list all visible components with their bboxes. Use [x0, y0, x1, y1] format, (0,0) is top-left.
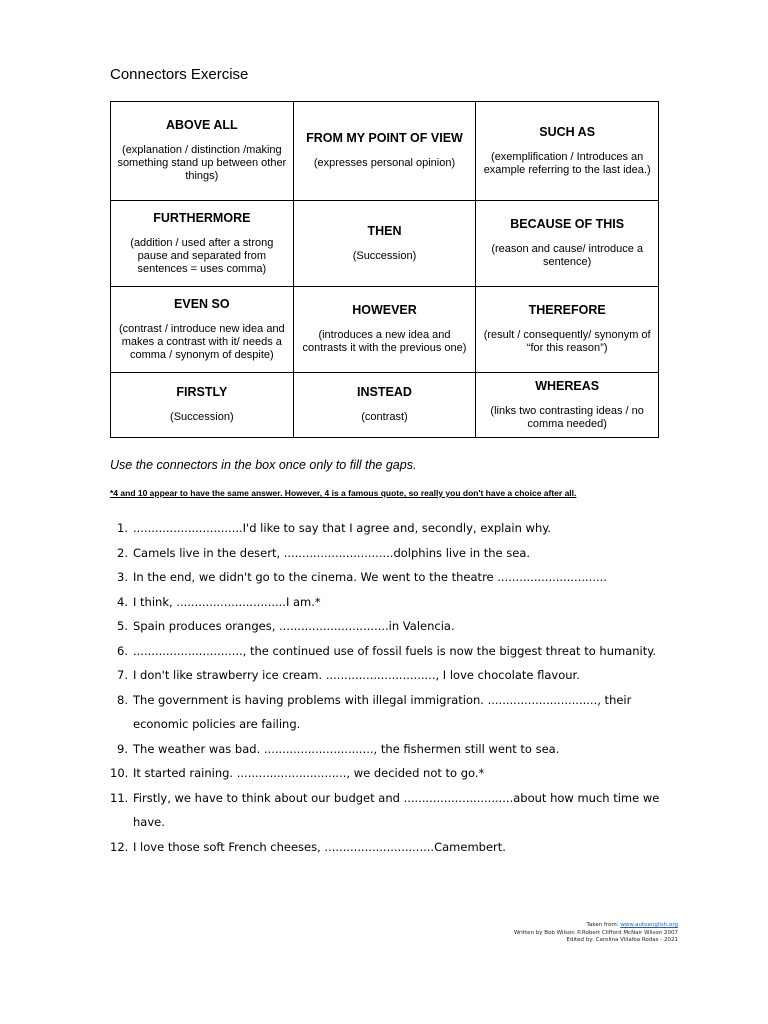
- connector-term: INSTEAD: [357, 385, 412, 399]
- connector-term: HOWEVER: [352, 303, 417, 317]
- connector-term: THEREFORE: [528, 303, 606, 317]
- connector-description: (Succession): [170, 411, 234, 423]
- exercise-number: 5.: [117, 619, 128, 633]
- connector-term: ABOVE ALL: [165, 118, 238, 132]
- table-row: [111, 102, 659, 201]
- connector-cell: [293, 287, 476, 373]
- connector-description: (links two contrasting ideas / no comma needed): [490, 404, 644, 430]
- exercise-text: In the end, we didn't go to the cinema. We went to the theatre ..............................: [133, 570, 607, 584]
- connector-cell: [476, 201, 659, 287]
- connector-term: EVEN SO: [174, 296, 230, 311]
- footer-credits: [514, 922, 678, 945]
- exercise-text: I love those soft French cheeses, ..............................Camembert.: [133, 839, 506, 854]
- exercise-number: 10.: [110, 766, 129, 780]
- exercise-item: [110, 565, 670, 590]
- connector-cell: [293, 373, 476, 438]
- exercise-text: The government is having problems with illegal immigration. .............................., their economic policies are failing.: [133, 692, 632, 731]
- connector-cell: [293, 201, 476, 287]
- footer-source: [514, 922, 678, 930]
- connector-cell: [111, 102, 294, 201]
- connectors-table: [110, 101, 659, 438]
- exercise-number: 1.: [117, 521, 128, 535]
- footer-source-link[interactable]: www.autoenglish.org: [620, 922, 678, 928]
- exercise-text: Spain produces oranges, ..............................in Valencia.: [133, 619, 455, 633]
- connector-description: (addition / used after a strong pause and separated from sentences = uses comma): [130, 236, 274, 275]
- connector-term: FURTHERMORE: [153, 210, 251, 225]
- exercise-number: 11.: [110, 790, 129, 805]
- connector-cell: [111, 373, 294, 438]
- connector-cell: [293, 102, 476, 201]
- exercise-number: 7.: [117, 668, 128, 682]
- connector-term: BECAUSE OF THIS: [510, 217, 625, 231]
- connector-description: (contrast / introduce new idea and makes a contrast with it/ needs a comma / synonym of despite): [118, 322, 285, 361]
- connector-description: (contrast): [361, 411, 408, 423]
- exercise-text: .............................., the continued use of fossil fuels is now the biggest threat to humanity.: [133, 643, 657, 658]
- connector-cell: [111, 201, 294, 287]
- connector-cell: [476, 102, 659, 201]
- connector-term: FIRSTLY: [176, 385, 228, 399]
- exercise-list: [110, 516, 670, 859]
- exercise-number: 9.: [117, 741, 128, 756]
- connector-description: (reason and cause/ introduce a sentence): [491, 243, 643, 268]
- exercise-item: [110, 786, 670, 835]
- connector-description: (explanation / distinction /making something stand up between other things): [117, 144, 287, 182]
- exercise-item: [110, 590, 670, 615]
- connector-description: (introduces a new idea and contrasts it with the previous one): [302, 329, 467, 354]
- connector-cell: [476, 287, 659, 373]
- exercise-number: 4.: [117, 594, 128, 609]
- exercise-item: [110, 516, 670, 541]
- exercise-text: Camels live in the desert, ..............................dolphins live in the sea.: [133, 545, 531, 560]
- table-row: [111, 287, 659, 373]
- connector-cell: [476, 373, 659, 438]
- connector-description: (expresses personal opinion): [313, 157, 456, 169]
- exercise-text: Firstly, we have to think about our budget and ..............................about how much time we have.: [133, 790, 660, 829]
- exercise-text: It started raining. .............................., we decided not to go.*: [133, 766, 485, 780]
- exercise-item: [110, 614, 670, 639]
- exercise-item: [110, 761, 670, 786]
- exercise-item: [110, 639, 670, 664]
- connector-description: (Succession): [352, 249, 417, 262]
- exercise-number: 12.: [110, 839, 129, 854]
- connector-description: (result / consequently/ synonym of “for this reason”): [483, 329, 651, 354]
- exercise-number: 2.: [117, 545, 128, 560]
- footer-editor: Edited by: Carolina Villalba Rodas - 2021: [566, 937, 678, 943]
- connector-cell: [111, 287, 294, 373]
- exercise-number: 3.: [117, 570, 128, 584]
- connector-term: FROM MY POINT OF VIEW: [306, 131, 463, 145]
- exercise-item: [110, 835, 670, 860]
- exercise-item: [110, 541, 670, 566]
- connector-term: THEN: [367, 223, 402, 238]
- table-row: [111, 201, 659, 287]
- exercise-number: 8.: [117, 692, 128, 707]
- answer-note: *4 and 10 appear to have the same answer. However, 4 is a famous quote, so really you don't have a choice after all.: [110, 488, 577, 498]
- exercise-text: I think, ..............................I am.*: [133, 594, 321, 609]
- connector-term: WHEREAS: [535, 378, 600, 393]
- exercise-text: The weather was bad. .............................., the fishermen still went to sea.: [133, 741, 560, 756]
- exercise-item: [110, 688, 670, 737]
- exercise-item: [110, 737, 670, 762]
- exercise-item: [110, 663, 670, 688]
- instruction-text: Use the connectors in the box once only to fill the gaps.: [110, 458, 417, 472]
- connector-term: SUCH AS: [539, 124, 596, 139]
- connector-description: (exemplification / Introduces an example referring to the last idea.): [483, 150, 651, 176]
- exercise-text: I don't like strawberry ice cream. .............................., I love chocolate flavour.: [133, 668, 580, 682]
- footer-source-label: Taken from:: [586, 922, 621, 928]
- exercise-text: ..............................I'd like to say that I agree and, secondly, explain why.: [133, 521, 552, 535]
- exercise-number: 6.: [117, 643, 128, 658]
- page-title: Connectors Exercise: [110, 66, 249, 83]
- footer-author: Written by Bob Wilson ©Robert Clifford McNair Wilson 2007: [513, 929, 678, 936]
- table-row: [111, 373, 659, 438]
